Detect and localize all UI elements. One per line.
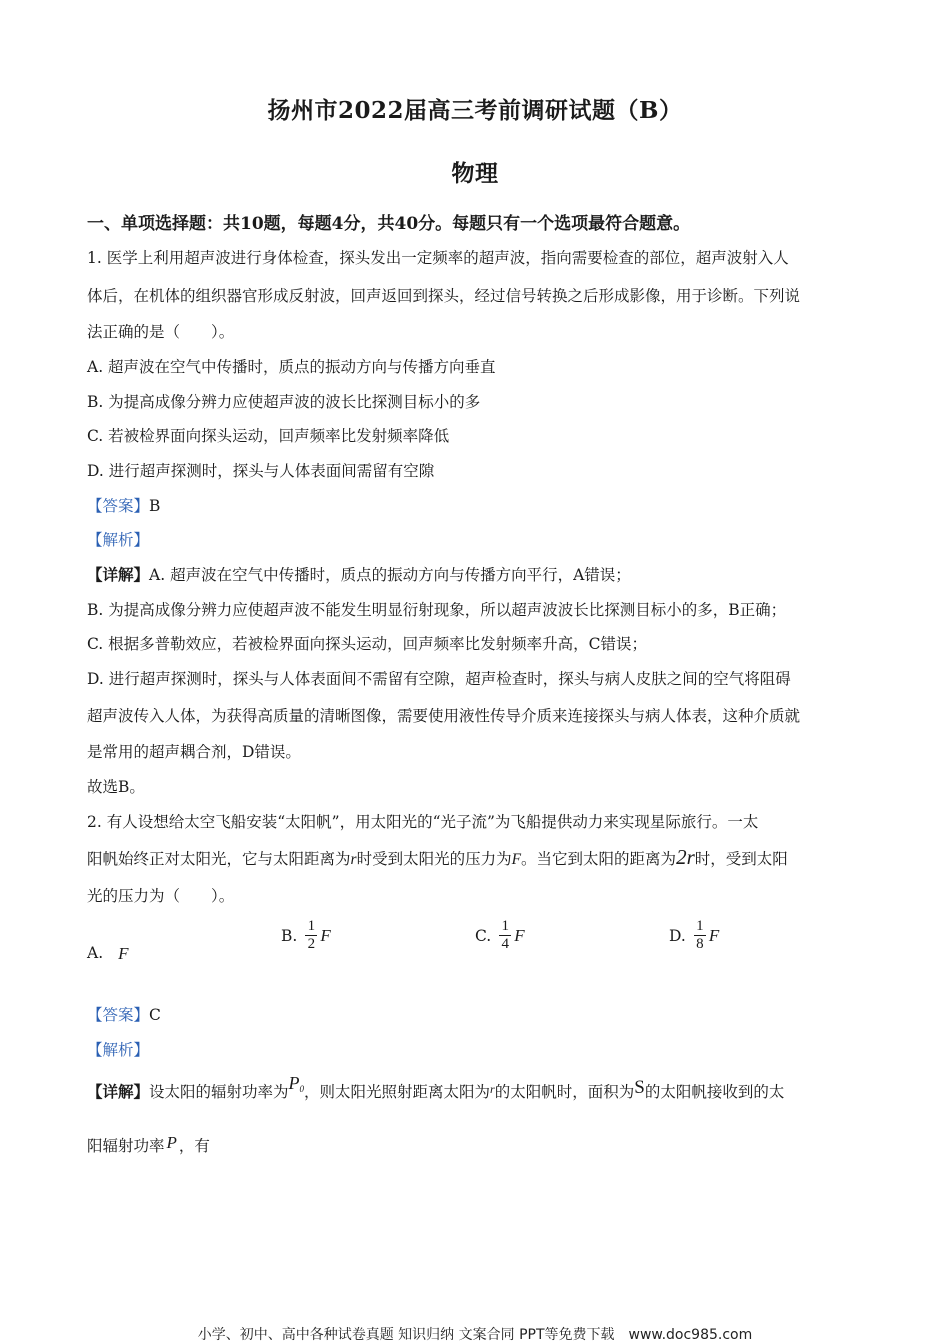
- q2-analysis-label: 【解析】: [87, 1041, 150, 1059]
- option-label: A.: [87, 944, 104, 962]
- detail-text: 设太阳的辐射功率为: [149, 1083, 289, 1101]
- detail-text: A. 超声波在空气中传播时，质点的振动方向与传播方向平行，A错误；: [149, 566, 631, 584]
- q1-detail-line3: C. 根据多普勒效应，若被检界面向探头运动，回声频率比发射频率升高，C错误；: [87, 635, 648, 653]
- option-label: D.: [669, 926, 686, 945]
- detail-text: ，有: [178, 1137, 210, 1155]
- section-heading: 一、单项选择题：共10题，每题4分，共40分。每题只有一个选项最符合题意。: [87, 214, 691, 234]
- exam-title: 扬州市2022届高三考前调研试题（B）: [267, 97, 683, 124]
- q1-option-b: B. 为提高成像分辨力应使超声波的波长比探测目标小的多: [87, 393, 481, 411]
- detail-label: 【详解】: [87, 1082, 150, 1101]
- q1-analysis-label: 【解析】: [87, 531, 150, 549]
- q1-stem-line2: 体后，在机体的组织器官形成反射波，回声返回到探头，经过信号转换之后形成影像，用于诊断。下列说: [87, 287, 801, 305]
- q2-option-b: [281, 918, 331, 954]
- detail-text: 阳辐射功率: [87, 1137, 165, 1155]
- q2-stem-text: 阳帆始终正对太阳光，它与太阳距离为: [87, 850, 351, 868]
- footer-text: 小学、初中、高中各种试卷真题 知识归纳 文案合同 PPT等免费下载 www.doc985.com: [197, 1327, 753, 1343]
- numerator: 1: [307, 918, 316, 934]
- option-value: F: [118, 944, 129, 963]
- q2-stem-text: 。当它到太阳的距离为: [521, 850, 677, 868]
- numerator: 1: [696, 918, 704, 934]
- q2-detail-line2: [87, 1134, 210, 1156]
- option-label: C.: [475, 926, 492, 945]
- denominator: 2: [307, 936, 316, 953]
- answer-value: C: [149, 1006, 161, 1024]
- q2-stem-text: 时受到太阳光的压力为: [356, 850, 512, 868]
- fraction: [305, 918, 317, 954]
- var-s: S: [634, 1077, 645, 1098]
- option-var-f: F: [320, 925, 331, 945]
- fraction: [499, 918, 511, 954]
- subject-title: 物理: [451, 160, 499, 187]
- detail-text: ，则太阳光照射距离太阳为: [304, 1083, 491, 1101]
- q1-detail-line2: B. 为提高成像分辨力应使超声波不能发生明显衍射现象，所以超声波波长比探测目标小的多，B正确；: [87, 601, 787, 619]
- q1-stem-line1: 1. 医学上利用超声波进行身体检查，探头发出一定频率的超声波，指向需要检查的部位，超声波射入人: [87, 249, 789, 267]
- q1-detail-line5: 超声波传入人体，为获得高质量的清晰图像，需要使用液性传导介质来连接探头与病人体表，这种介质就: [87, 707, 801, 725]
- q1-detail-line6: 是常用的超声耦合剂，D错误。: [87, 743, 301, 761]
- q2-option-c: [475, 918, 525, 954]
- detail-text: 的太阳帆时，面积为: [494, 1083, 635, 1101]
- var-2r: 2r: [676, 845, 695, 869]
- q2-stem-line2: [87, 845, 788, 870]
- option-label: B.: [281, 926, 298, 945]
- q1-option-c: C. 若被检界面向探头运动，回声频率比发射频率降低: [87, 427, 450, 445]
- answer-value: B: [149, 497, 161, 515]
- numerator: 1: [501, 918, 509, 934]
- var-r: r: [350, 851, 357, 868]
- var-p-subscript: 0: [299, 1084, 305, 1094]
- q1-option-a: A. 超声波在空气中传播时，质点的振动方向与传播方向垂直: [87, 358, 496, 376]
- q1-answer: [87, 494, 160, 516]
- q1-option-d: D. 进行超声探测时，探头与人体表面间需留有空隙: [87, 462, 435, 480]
- detail-text: 的太阳帆接收到的太: [644, 1083, 785, 1101]
- detail-label: 【详解】: [87, 565, 150, 584]
- q1-conclusion: 故选B。: [87, 778, 145, 796]
- answer-label: 【答案】: [87, 497, 150, 515]
- q1-stem-line3: 法正确的是（ ）。: [87, 323, 235, 341]
- option-var-f: F: [708, 925, 720, 945]
- q1-detail-line4: D. 进行超声探测时，探头与人体表面间不需留有空隙，超声检查时，探头与病人皮肤之间的空气将阻碍: [87, 670, 791, 688]
- q2-option-a: [87, 944, 128, 964]
- var-p: P: [288, 1073, 300, 1093]
- q1-detail-line1: [87, 563, 631, 585]
- var-r-small: r: [490, 1082, 495, 1096]
- var-f: F: [511, 851, 522, 868]
- denominator: 4: [501, 936, 509, 953]
- answer-label: 【答案】: [87, 1006, 150, 1024]
- q2-stem-line3: 光的压力为（ ）。: [87, 887, 235, 905]
- denominator: 8: [696, 936, 704, 953]
- q2-stem-line1: 2. 有人设想给太空飞船安装“太阳帆”，用太阳光的“光子流”为飞船提供动力来实现星际旅行。一太: [87, 813, 759, 831]
- fraction: [694, 918, 706, 954]
- q2-answer: [87, 1003, 161, 1025]
- q2-stem-text: 时，受到太阳: [694, 850, 788, 868]
- option-var-f: F: [514, 925, 525, 945]
- q2-option-d: [669, 918, 719, 954]
- var-p0: [289, 1073, 305, 1093]
- q2-detail-line1: [87, 1073, 785, 1103]
- var-p-small: P: [166, 1133, 177, 1152]
